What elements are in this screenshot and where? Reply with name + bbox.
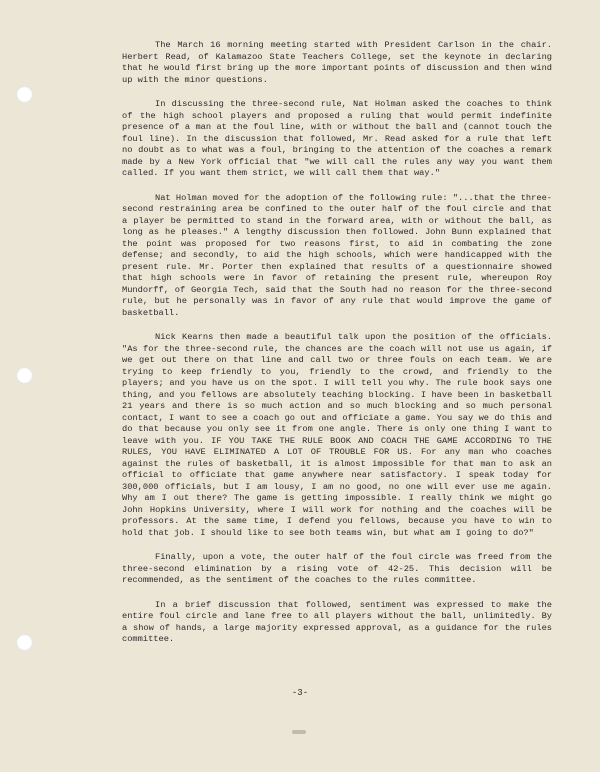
page-number: -3- [291,688,309,698]
paragraph: In a brief discussion that followed, sentiment was expressed to make the entire foul circle and lane free to all players without the ball, unlimitedly. By a show of hands, a large majority expressed approval, as a guidance for the rules committee. [122,599,552,644]
paragraph: Nat Holman moved for the adoption of the following rule: "...that the three-second restraining area be confined to the outer half of the foul circle and that a player be permitted to stand in the forward area, with or without the ball, as long as he pleases." A lengthy discussion then followed. John Bunn explained that the point was proposed for two reasons first, to aid in combating the zone defense; and secondly, to aid the high schools, which were handicapped with the present rule. Mr. Porter then explained that results of a questionnaire showed that high schools were in favor of retaining the present rule, whereupon Roy Mundorff, of Georgia Tech, said that the South had no reason for the three-second rule, but he personally was in favor of any rule that would improve the game of basketball. [122,192,552,318]
paragraph: In discussing the three-second rule, Nat Holman asked the coaches to think of the high school players and proposed a ruling that would permit indefinite presence of a man at the foul line, with or without the ball and (cannot touch the foul line). In the discussion that followed, Mr. Read asked for a rule that left no doubt as to what was a foul, bringing to the attention of the coaches a remark made by a New York official that "we will call the rules any way you want them called. If you want them strict, we will call them that way." [122,99,552,178]
ink-smudge [292,730,306,734]
paragraph: Nick Kearns then made a beautiful talk upon the position of the officials. "As for the three-second rule, the chances are the coach will not use us again, if we get out there on that line and call two or three fouls on each team. We are trying to keep friendly to you, friendly to the crowd, and friendly to the players; and you have us on the spot. I will tell you why. The rule book says one thing, and you fellows are absolutely teaching blocking. I have been in basketball 21 years and there is so much action and so much blocking and so much personal contact, I want to see a coach go out and officiate a game. You say we do this and do that because you only see it from one angle. There is only one thing I want to leave with you. IF YOU TAKE THE RULE BOOK AND COACH THE GAME ACCORDING TO THE RULES, YOU HAVE ELIMINATED A LOT OF TROUBLE FOR US. For any man who coaches against the rules of basketball, it is almost impossible for that man to ask an official to officiate that game anywhere near satisfactory. I speak today for 300,000 officials, but I am lousy, I am no good, no one will ever use me again. Why am I out there? The game is getting impossible. I really think we might go John Hopkins University, where I will work for nothing and the coaches will be professors. At the same time, I defend you fellows, because you have to win to hold that job. I should like to see both teams win, but what am I going to do?" [122,332,552,538]
punch-hole [16,367,33,384]
paragraph: Finally, upon a vote, the outer half of the foul circle was freed from the three-second elimination by a rising vote of 42-25. This decision will be recommended, as the sentiment of the coaches to the rules committee. [122,552,552,585]
punch-hole [16,634,33,651]
paragraph: The March 16 morning meeting started with President Carlson in the chair. Herbert Read, of Kalamazoo State Teachers College, set the keynote in declaring that he would first bring up the more important points of discussion and then wind up with the minor questions. [122,40,552,85]
document-body [122,40,552,659]
punch-hole [16,86,33,103]
